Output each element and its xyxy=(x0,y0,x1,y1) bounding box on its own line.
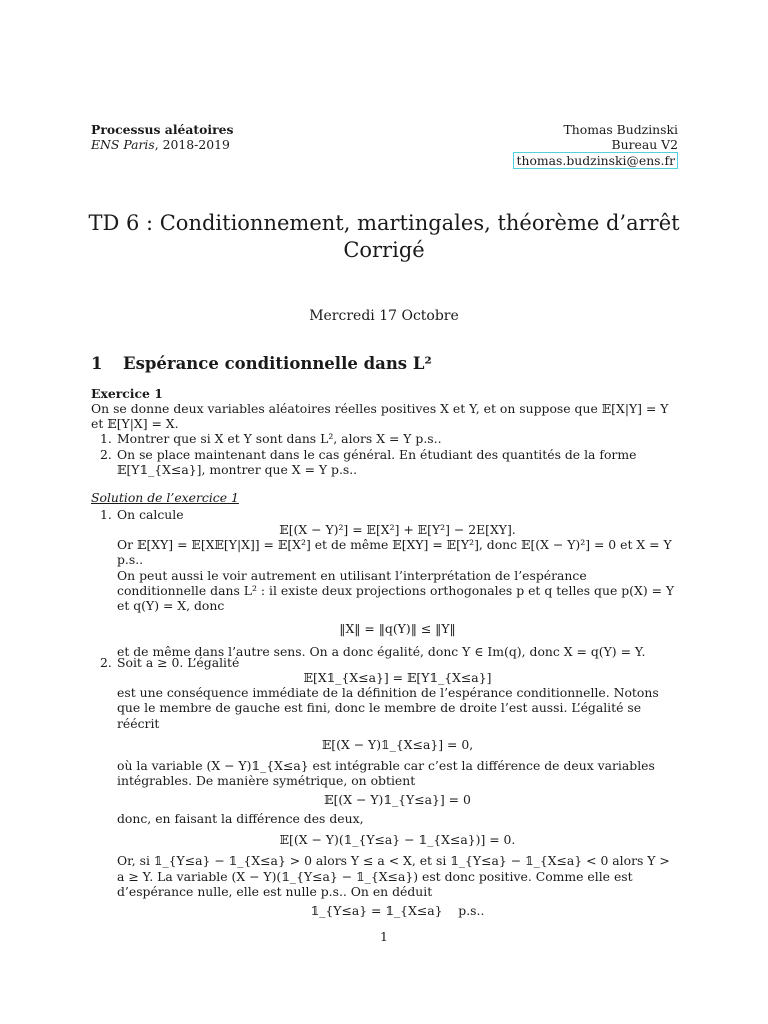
s2-equation-3: 𝔼[(X − Y)𝟙_{Y≤a}] = 0 xyxy=(324,792,471,807)
s2-paragraph-3: donc, en faisant la différence des deux, xyxy=(117,811,364,827)
s1-paragraph-1: Or 𝔼[XY] = 𝔼[X𝔼[Y|X]] = 𝔼[X²] et de même 𝔼[XY] = 𝔼[Y²], donc 𝔼[(X − Y)²] = 0 et X = Y p.s.. xyxy=(117,537,672,568)
s1-paragraph-2: On peut aussi le voir autrement en utilisant l’interprétation de l’espérance conditionnelle dans L² : il existe deux projections orthogonales p et q telles que p(X) = Y et q(Y) = X, donc xyxy=(117,567,675,613)
solution-item-2 xyxy=(91,655,678,918)
section-number: 1 xyxy=(91,354,103,373)
s2-number: 2. xyxy=(100,655,112,670)
author-email-link[interactable]: thomas.budzinski@ens.fr xyxy=(513,152,678,169)
author-office: Bureau V2 xyxy=(611,137,678,153)
s2-equation-4: 𝔼[(X − Y)(𝟙_{Y≤a} − 𝟙_{X≤a})] = 0. xyxy=(279,832,516,848)
author-header xyxy=(513,122,678,169)
solution-title xyxy=(91,490,678,505)
solution-part-1 xyxy=(91,507,678,659)
solution-title-text: Solution de l’exercice 1 xyxy=(91,490,239,505)
s1-equation-2: ‖X‖ = ‖q(Y)‖ ≤ ‖Y‖ xyxy=(339,620,456,636)
section-title: Espérance conditionnelle dans L² xyxy=(123,354,432,373)
s1-paragraph-3: et de même dans l’autre sens. On a donc égalité, donc Y ∈ Im(q), donc X = q(Y) = Y. xyxy=(117,644,646,659)
s1-equation-1: 𝔼[(X − Y)²] = 𝔼[X²] + 𝔼[Y²] − 2E[XY]. xyxy=(279,522,516,538)
s2-paragraph-4: Or, si 𝟙_{Y≤a} − 𝟙_{X≤a} > 0 alors Y ≤ a < X, et si 𝟙_{Y≤a} − 𝟙_{X≤a} < 0 alors Y > a ≥ Y. La variable (X − Y)(𝟙_{Y≤a} − 𝟙_{X≤a}) est donc positive. Comme elle est d’espérance nulle, elle est nulle p.s.. On en déduit xyxy=(117,853,670,899)
page-number: 1 xyxy=(380,929,388,944)
s2-intro: Soit a ≥ 0. L’égalité xyxy=(117,655,240,670)
exercise-question-1 xyxy=(91,431,678,446)
s2-paragraph-1: est une conséquence immédiate de la définition de l’espérance conditionnelle. Notons que le membre de gauche est fini, donc le membre de droite l’est aussi. L’égalité se réécrit xyxy=(117,685,659,731)
title-line-1: TD 6 : Conditionnement, martingales, théorème d’arrêt xyxy=(88,211,680,235)
section-heading xyxy=(91,354,432,374)
title-line-2: Corrigé xyxy=(343,238,425,263)
q2-text: On se place maintenant dans le cas général. En étudiant des quantités de la forme 𝔼[Y𝟙_{X≤a}], montrer que X = Y p.s.. xyxy=(117,446,637,477)
course-header xyxy=(91,122,234,152)
document-date: Mercredi 17 Octobre xyxy=(309,308,459,324)
s2-equation-2: 𝔼[(X − Y)𝟙_{X≤a}] = 0, xyxy=(321,736,474,752)
solution-item-1 xyxy=(91,507,678,659)
exercise-intro: On se donne deux variables aléatoires réelles positives X et Y, et on suppose que 𝔼[X|Y] = Y et 𝔼[Y|X] = X. xyxy=(91,401,669,432)
document-title xyxy=(0,210,768,265)
exercise-question-2 xyxy=(91,447,678,477)
q1-text: Montrer que si X et Y sont dans L², alors X = Y p.s.. xyxy=(117,431,442,447)
author-name: Thomas Budzinski xyxy=(563,122,678,137)
school-line xyxy=(91,137,234,152)
s2-equation-5: 𝟙_{Y≤a} = 𝟙_{X≤a} p.s.. xyxy=(310,902,485,918)
course-name: Processus aléatoires xyxy=(91,122,234,137)
q1-number: 1. xyxy=(100,431,112,447)
s2-paragraph-2: où la variable (X − Y)𝟙_{X≤a} est intégrable car c’est la différence de deux variables intégrables. De manière symétrique, on obtient xyxy=(117,757,655,788)
solution-part-2 xyxy=(91,655,678,922)
s1-intro: On calcule xyxy=(117,507,184,522)
s2-equation-1: 𝔼[X𝟙_{X≤a}] = 𝔼[Y𝟙_{X≤a}] xyxy=(303,670,492,686)
q2-number: 2. xyxy=(100,446,112,462)
school-name: ENS Paris xyxy=(91,137,155,153)
school-year: , 2018-2019 xyxy=(154,137,230,153)
s1-number: 1. xyxy=(100,507,112,522)
exercise-block xyxy=(91,386,678,477)
exercise-title: Exercice 1 xyxy=(91,386,163,401)
